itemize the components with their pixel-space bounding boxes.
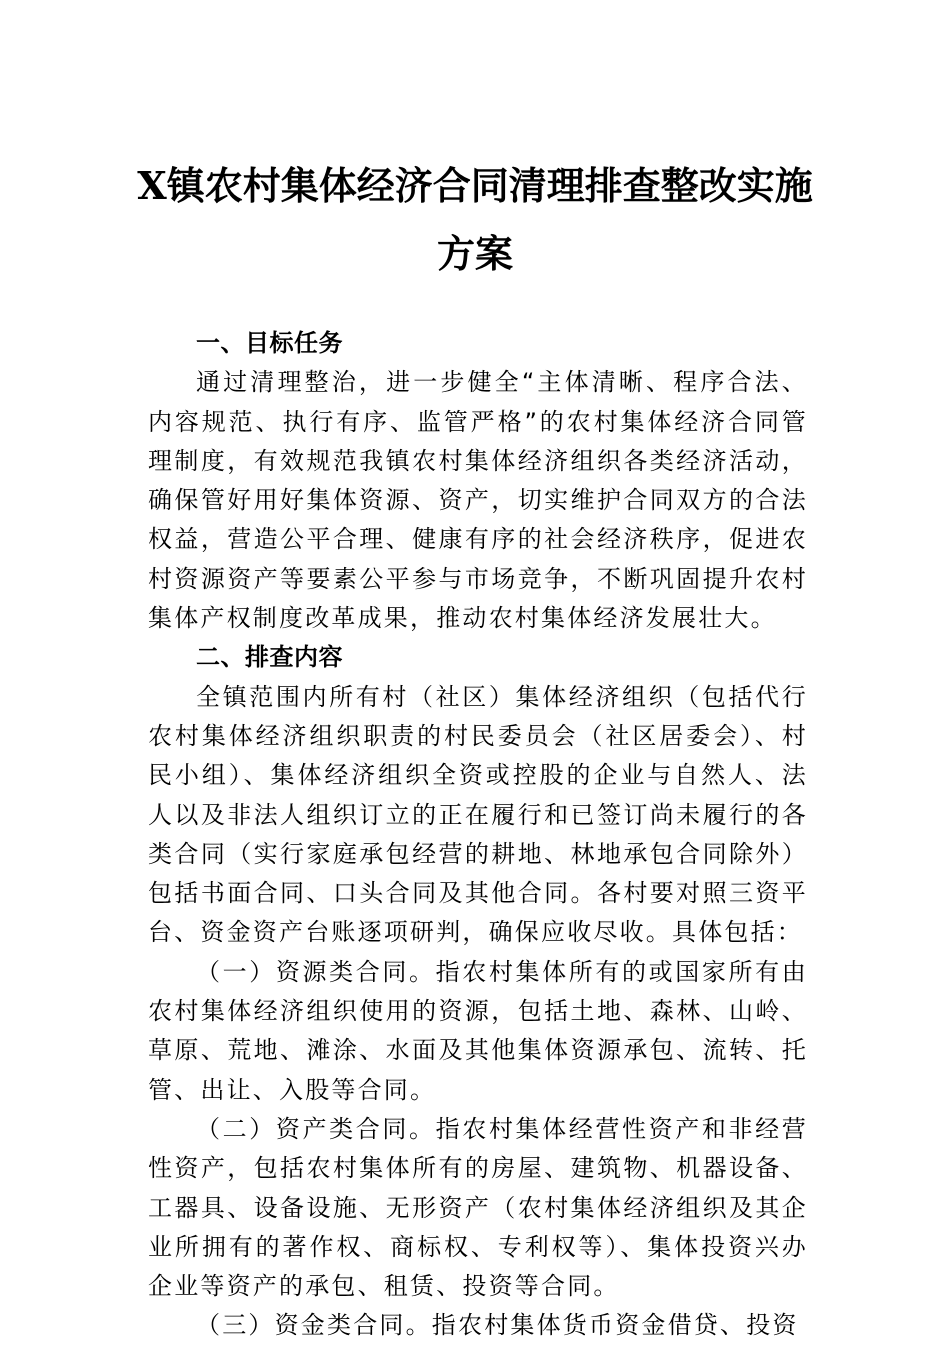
item-paragraph-fund-contracts: （三）资金类合同。指农村集体货币资金借贷、投资: [196, 1311, 799, 1340]
section-paragraph-scope: 全镇范围内所有村（社区）集体经济组织（包括代行农村集体经济组织职责的村民委员会（社区居委会）、村民小组）、集体经济组织全资或控股的企业与自然人、法人以及非法人组织订立的正在履行和已签订尚未履行的各类合同（实行家庭承包经营的耕地、林地承包合同除外）包括书面合同、口头合同及其他合同。各村要对照三资平台、资金资产台账逐项研判，确保应收尽收。具体包括：: [148, 682, 808, 947]
item-paragraph-resource-contracts: （一）资源类合同。指农村集体所有的或国家所有由农村集体经济组织使用的资源，包括土地、森林、山岭、草原、荒地、滩涂、水面及其他集体资源承包、流转、托管、出让、入股等合同。: [148, 957, 808, 1104]
section-paragraph-goals: 通过清理整治，进一步健全“主体清晰、程序合法、内容规范、执行有序、监管严格”的农村集体经济合同管理制度，有效规范我镇农村集体经济组织各类经济活动，确保管好用好集体资源、资产，切实维护合同双方的合法权益，营造公平合理、健康有序的社会经济秩序，促进农村资源资产等要素公平参与市场竞争，不断巩固提升农村集体产权制度改革成果，推动农村集体经济发展壮大。: [148, 368, 808, 633]
item-paragraph-asset-contracts: （二）资产类合同。指农村集体经营性资产和非经营性资产，包括农村集体所有的房屋、建筑物、机器设备、工器具、设备设施、无形资产（农村集体经济组织及其企业所拥有的著作权、商标权、专利权等）、集体投资兴办企业等资产的承包、租赁、投资等合同。: [148, 1114, 808, 1301]
document-body: [148, 324, 808, 1346]
document-title-line-1: X镇农村集体经济合同清理排查整改实施: [137, 163, 813, 208]
section-heading-scope: 二、排查内容: [196, 643, 343, 672]
document-title-line-2: 方案: [436, 231, 513, 276]
section-heading-goals: 一、目标任务: [196, 329, 343, 357]
